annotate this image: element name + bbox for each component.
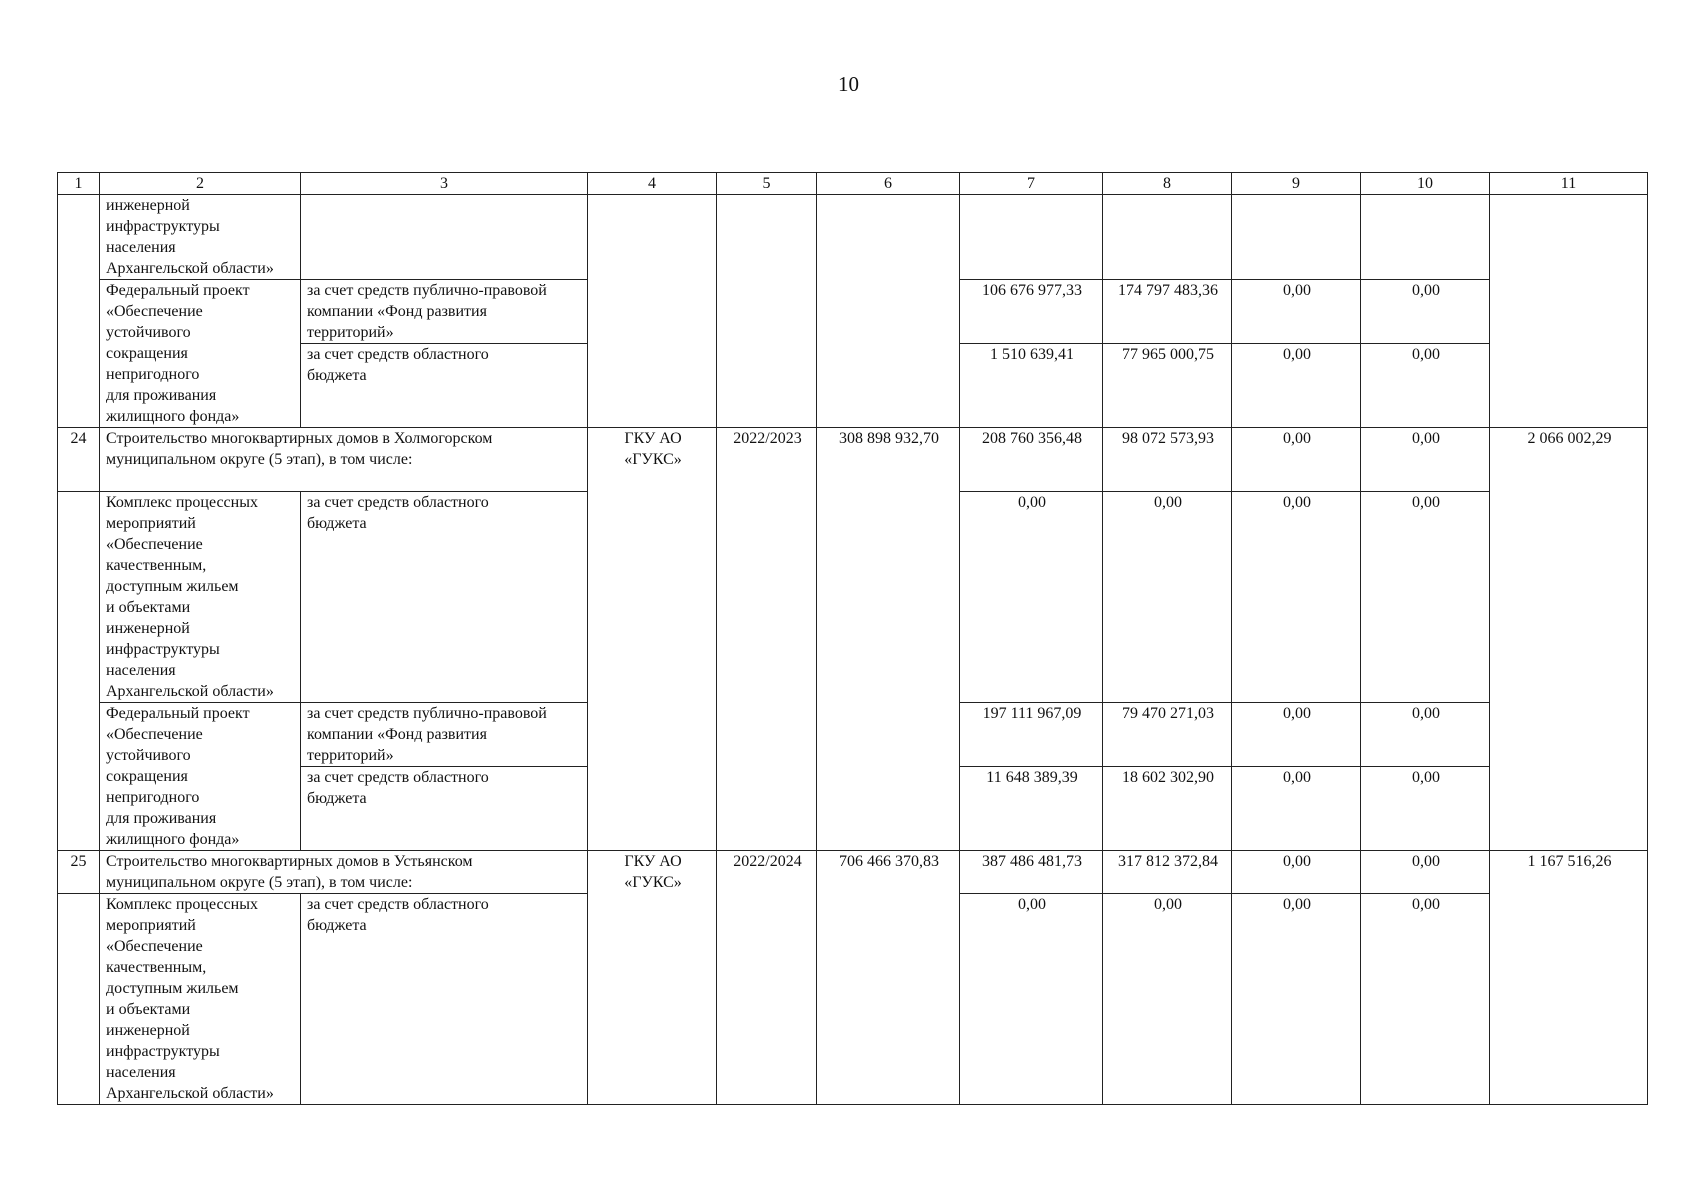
column-header: 6 — [817, 173, 960, 195]
row-number-cell — [58, 894, 100, 1105]
source-cell: за счет средств публично-правовой компании «Фонд развития территорий» — [301, 703, 588, 767]
value-cell — [1103, 195, 1232, 280]
value-cell: 0,00 — [1361, 428, 1490, 492]
table-header-row — [58, 173, 1648, 195]
value-cell: 0,00 — [1232, 894, 1361, 1105]
complex-program-cell: Комплекс процессных мероприятий «Обеспечение качественным, доступным жильем и объектами инженерной инфраструктуры населения Архангельской области» — [100, 492, 301, 703]
value-cell: 0,00 — [1232, 280, 1361, 344]
total-cell — [817, 195, 960, 428]
table-row — [58, 428, 1648, 492]
budget-table — [57, 172, 1648, 1105]
value-cell: 0,00 — [1232, 344, 1361, 428]
value-cell: 1 167 516,26 — [1490, 851, 1648, 1105]
column-header: 10 — [1361, 173, 1490, 195]
value-cell: 317 812 372,84 — [1103, 851, 1232, 894]
column-header: 8 — [1103, 173, 1232, 195]
value-cell: 0,00 — [1232, 492, 1361, 703]
federal-project-cell: Федеральный проект «Обеспечение устойчивого сокращения непригодного для проживания жилищного фонда» — [100, 703, 301, 851]
source-cell: за счет средств областного бюджета — [301, 492, 588, 703]
row-number-cell — [58, 492, 100, 851]
period-cell: 2022/2023 — [717, 428, 817, 851]
value-cell: 2 066 002,29 — [1490, 428, 1648, 851]
value-cell: 0,00 — [1232, 428, 1361, 492]
value-cell: 387 486 481,73 — [960, 851, 1103, 894]
executor-cell: ГКУ АО «ГУКС» — [588, 851, 717, 1105]
value-cell: 174 797 483,36 — [1103, 280, 1232, 344]
value-cell — [1490, 195, 1648, 428]
value-cell: 79 470 271,03 — [1103, 703, 1232, 767]
value-cell: 106 676 977,33 — [960, 280, 1103, 344]
row-number-cell: 25 — [58, 851, 100, 894]
value-cell: 0,00 — [1361, 851, 1490, 894]
period-cell — [717, 195, 817, 428]
row-number-cell — [58, 195, 100, 428]
column-header: 11 — [1490, 173, 1648, 195]
value-cell: 0,00 — [1361, 344, 1490, 428]
value-cell: 0,00 — [960, 492, 1103, 703]
value-cell: 0,00 — [1361, 767, 1490, 851]
object-title-cell: Строительство многоквартирных домов в Устьянском муниципальном округе (5 этап), в том числе: — [100, 851, 588, 894]
column-header: 2 — [100, 173, 301, 195]
total-cell: 308 898 932,70 — [817, 428, 960, 851]
value-cell: 0,00 — [1361, 280, 1490, 344]
federal-project-cell: Федеральный проект «Обеспечение устойчивого сокращения непригодного для проживания жилищного фонда» — [100, 280, 301, 428]
object-title-cell: Строительство многоквартирных домов в Холмогорском муниципальном округе (5 этап), в том числе: — [100, 428, 588, 492]
column-header: 1 — [58, 173, 100, 195]
source-cell: за счет средств областного бюджета — [301, 894, 588, 1105]
column-header: 3 — [301, 173, 588, 195]
source-cell — [301, 195, 588, 280]
value-cell: 0,00 — [1232, 767, 1361, 851]
value-cell: 0,00 — [1232, 703, 1361, 767]
value-cell — [960, 195, 1103, 280]
value-cell: 0,00 — [1361, 894, 1490, 1105]
column-header: 9 — [1232, 173, 1361, 195]
value-cell: 98 072 573,93 — [1103, 428, 1232, 492]
value-cell: 0,00 — [960, 894, 1103, 1105]
source-cell: за счет средств областного бюджета — [301, 344, 588, 428]
value-cell: 11 648 389,39 — [960, 767, 1103, 851]
column-header: 5 — [717, 173, 817, 195]
period-cell: 2022/2024 — [717, 851, 817, 1105]
value-cell: 0,00 — [1361, 703, 1490, 767]
value-cell: 0,00 — [1361, 492, 1490, 703]
table-row — [58, 851, 1648, 894]
value-cell: 77 965 000,75 — [1103, 344, 1232, 428]
page-number: 10 — [838, 72, 859, 96]
source-cell: за счет средств областного бюджета — [301, 767, 588, 851]
value-cell — [1232, 195, 1361, 280]
complex-program-cell: Комплекс процессных мероприятий «Обеспечение качественным, доступным жильем и объектами инженерной инфраструктуры населения Архангельской области» — [100, 894, 301, 1105]
executor-cell — [588, 195, 717, 428]
row-number-cell: 24 — [58, 428, 100, 492]
total-cell: 706 466 370,83 — [817, 851, 960, 1105]
value-cell: 1 510 639,41 — [960, 344, 1103, 428]
executor-cell: ГКУ АО «ГУКС» — [588, 428, 717, 851]
table-row — [58, 195, 1648, 280]
value-cell: 18 602 302,90 — [1103, 767, 1232, 851]
column-header: 7 — [960, 173, 1103, 195]
value-cell: 208 760 356,48 — [960, 428, 1103, 492]
value-cell: 0,00 — [1103, 492, 1232, 703]
column-header: 4 — [588, 173, 717, 195]
value-cell — [1361, 195, 1490, 280]
complex-program-cell: инженерной инфраструктуры населения Архангельской области» — [100, 195, 301, 280]
value-cell: 197 111 967,09 — [960, 703, 1103, 767]
value-cell: 0,00 — [1103, 894, 1232, 1105]
source-cell: за счет средств публично-правовой компании «Фонд развития территорий» — [301, 280, 588, 344]
value-cell: 0,00 — [1232, 851, 1361, 894]
